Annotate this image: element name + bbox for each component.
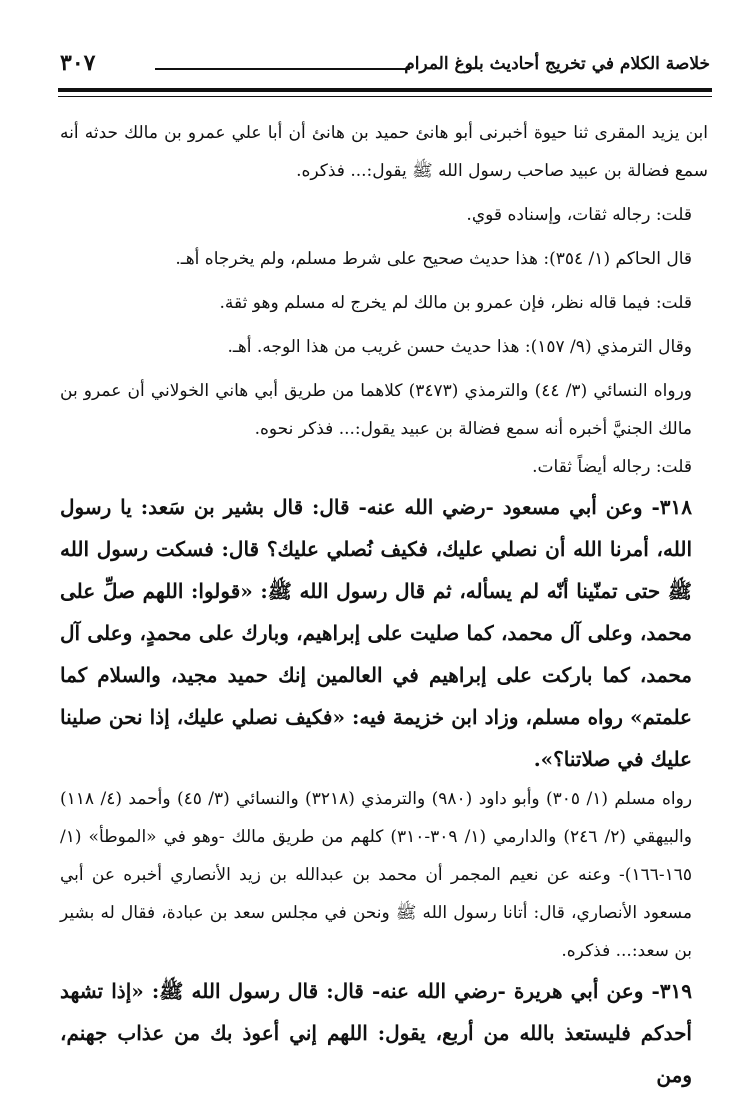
header-divider-thick [58,88,712,92]
running-title: خلاصة الكلام في تخريج أحاديث بلوغ المرام [404,54,710,74]
paragraph-continuation: ابن يزيد المقرى ثنا حيوة أخبرنى أبو هانئ حميد بن هانئ أن أبا علي عمرو بن مالك حدثه أنه سمع فضالة بن عبيد صاحب رسول الله ﷺ يقول:... فذكره. [60,123,708,181]
header-divider-thin [58,96,712,97]
page-body [60,114,708,1096]
hadith-318: ٣١٨- وعن أبي مسعود -رضي الله عنه- قال: قال بشير بن سَعد: يا رسول الله، أمرنا الله أن نصلي عليك، فكيف نُصلي عليك؟ قال: فسكت رسول الله ﷺ حتى تمنّينا أنّه لم يسأله، ثم قال رسول الله ﷺ: «قولوا: اللهم صلِّ على محمد، وعلى آل محمد، كما صليت على إبراهيم، وبارك على محمدٍ، وعلى آل محمد، كما باركت على إبراهيم في العالمين إنك حميد مجيد، والسلام كما علمتم» رواه مسلم، وزاد ابن خزيمة فيه: «فكيف نصلي عليك، إذا نحن صلينا عليك في صلاتنا؟». [60,495,692,771]
page-number: ٣٠٧ [60,50,96,76]
hadith-319: ٣١٩- وعن أبي هريرة -رضي الله عنه- قال: قال رسول الله ﷺ: «إذا تشهد أحدكم فليستعذ بالله من أربع، يقول: اللهم إني أعوذ بك من عذاب جهنم، ومن [60,979,692,1087]
paragraph-hakim: قال الحاكم (١/ ٣٥٤): هذا حديث صحيح على شرط مسلم، ولم يخرجاه أهـ. [175,249,692,269]
paragraph-tirmidhi: وقال الترمذي (٩/ ١٥٧): هذا حديث حسن غريب من هذا الوجه. أهـ. [227,337,692,357]
paragraph-nasai: ورواه النسائي (٣/ ٤٤) والترمذي (٣٤٧٣) كلاهما من طريق أبي هاني الخولاني أن عمرو بن مالك الجنيَّ أخبره أنه سمع فضالة بن عبيد يقول:... فذكر نحوه. [60,381,692,439]
paragraph-note: قلت: رجاله أيضاً ثقات. [532,457,692,477]
paragraph-note: قلت: رجاله ثقات، وإسناده قوي. [466,205,692,225]
paragraph-takhrij-318: رواه مسلم (١/ ٣٠٥) وأبو داود (٩٨٠) والترمذي (٣٢١٨) والنسائي (٣/ ٤٥) وأحمد (٤/ ١١٨) والبيهقي (٢/ ٢٤٦) والدارمي (١/ ٣٠٩-٣١٠) كلهم من طريق مالك -وهو في «الموطأ» (١/ ١٦٥-١٦٦)- وعنه عن نعيم المجمر أن محمد بن عبدالله بن زيد الأنصاري أخبره عن أبي مسعود الأنصاري، قال: أتانا رسول الله ﷺ ونحن في مجلس سعد بن عبادة، فقال له بشير بن سعد:... فذكره. [60,789,693,961]
header-rule [155,68,410,70]
page-header [60,50,710,84]
paragraph-note: قلت: فيما قاله نظر، فإن عمرو بن مالك لم يخرج له مسلم وهو ثقة. [219,293,692,313]
